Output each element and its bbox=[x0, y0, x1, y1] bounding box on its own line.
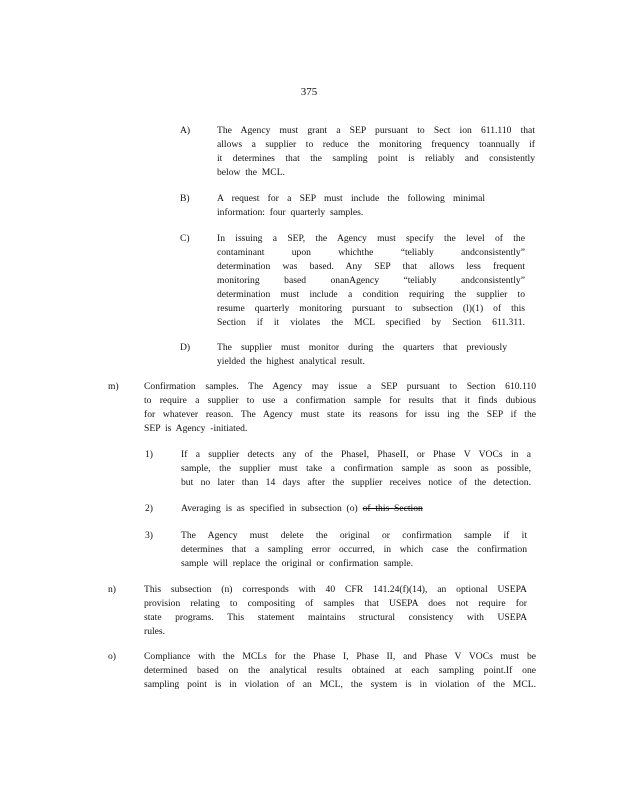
text-line: determination was based. Any SEP that allows less frequent bbox=[217, 261, 525, 272]
struck-text: of this Section bbox=[362, 503, 423, 514]
text-line: If a supplier detects any of the PhaseI, PhaseII, or Phase V VOCs in a bbox=[181, 449, 531, 460]
paragraph-n-marker: n) bbox=[108, 584, 116, 595]
paragraph-D-marker: D) bbox=[180, 342, 191, 353]
paragraph-o-marker: o) bbox=[108, 651, 116, 662]
text-line: A request for a SEP must include the following minimal bbox=[217, 193, 485, 204]
paragraph-C-marker: C) bbox=[180, 233, 190, 244]
paragraph-n-text bbox=[144, 583, 527, 639]
paragraph-m-3-text bbox=[181, 529, 527, 571]
text-line: determined based on the analytical results obtained at each sampling point.If one bbox=[144, 665, 536, 676]
text-line: The supplier must monitor during the quarters that previously bbox=[217, 342, 507, 353]
text-line: Confirmation samples. The Agency may issue a SEP pursuant to Section 610.110 bbox=[144, 381, 536, 392]
text-line: The Agency must delete the original or confirmation sample if it bbox=[181, 530, 527, 541]
paragraph-m-1-text bbox=[181, 448, 531, 490]
text-line: information: four quarterly samples. bbox=[217, 207, 364, 218]
paragraph-m-text bbox=[144, 380, 536, 436]
text-line: In issuing a SEP, the Agency must specify the level of the bbox=[217, 233, 525, 244]
text-line: sample will replace the original or confirmation sample. bbox=[181, 558, 414, 569]
text-line: it determines that the sampling point is reliably and consistently bbox=[217, 153, 535, 164]
text-line: SEP is Agency -initiated. bbox=[144, 423, 248, 434]
paragraph-B-text bbox=[217, 192, 485, 220]
paragraph-m-2-marker: 2) bbox=[145, 503, 153, 514]
text-line: Section if it violates the MCL specified by Section 611.311. bbox=[217, 317, 525, 328]
paragraph-C-text bbox=[217, 232, 525, 330]
text-segment: Averaging is as specified in subsection (o) bbox=[181, 503, 358, 514]
paragraph-m-marker: m) bbox=[108, 381, 119, 392]
text-line: Compliance with the MCLs for the Phase I, Phase II, and Phase V VOCs must be bbox=[144, 651, 536, 662]
paragraph-m-3-marker: 3) bbox=[145, 530, 153, 541]
text-line: monitoring based onanAgency “teliably andconsistently” bbox=[217, 275, 525, 286]
text-line: provision relating to compositing of samples that USEPA does not require for bbox=[144, 598, 527, 609]
text-line: contaminant upon whichthe “teliably andconsistently” bbox=[217, 247, 525, 258]
text-line: determines that a sampling error occurred, in which case the confirmation bbox=[181, 544, 527, 555]
paragraph-A-text bbox=[217, 124, 535, 180]
text-line: This subsection (n) corresponds with 40 CFR 141.24(f)(14), an optional USEPA bbox=[144, 584, 527, 595]
text-line: to require a supplier to use a confirmation sample for results that it finds dubious bbox=[144, 395, 536, 406]
text-line: below the MCL. bbox=[217, 167, 285, 178]
text-line: The Agency must grant a SEP pursuant to Sect ion 611.110 that bbox=[217, 125, 535, 136]
paragraph-D-text bbox=[217, 341, 507, 369]
paragraph-m-2-text bbox=[181, 502, 531, 516]
text-line: for whatever reason. The Agency must state its reasons for issu ing the SEP if the bbox=[144, 409, 536, 420]
page-number: 375 bbox=[300, 86, 318, 98]
text-line bbox=[181, 502, 531, 516]
text-line: sampling point is in violation of an MCL, the system is in violation of the MCL. bbox=[144, 679, 536, 690]
text-line: yielded the highest analytical result. bbox=[217, 356, 365, 367]
paragraph-o-text bbox=[144, 650, 536, 692]
paragraph-B-marker: B) bbox=[180, 193, 190, 204]
paragraph-m-1-marker: 1) bbox=[145, 449, 153, 460]
text-line: allows a supplier to reduce the monitoring frequency toannually if bbox=[217, 139, 535, 150]
text-line: state programs. This statement maintains structural consistency with USEPA bbox=[144, 612, 527, 623]
text-line: rules. bbox=[144, 626, 166, 637]
text-line: determination must include a condition requiring the supplier to bbox=[217, 289, 525, 300]
text-line: sample, the supplier must take a confirmation sample as soon as possible, bbox=[181, 463, 531, 474]
text-line: but no later than 14 days after the supplier receives notice of the detection. bbox=[181, 477, 531, 488]
paragraph-A-marker: A) bbox=[180, 125, 191, 136]
text-line: resume quarterly monitoring pursuant to subsection (l)(1) of this bbox=[217, 303, 525, 314]
